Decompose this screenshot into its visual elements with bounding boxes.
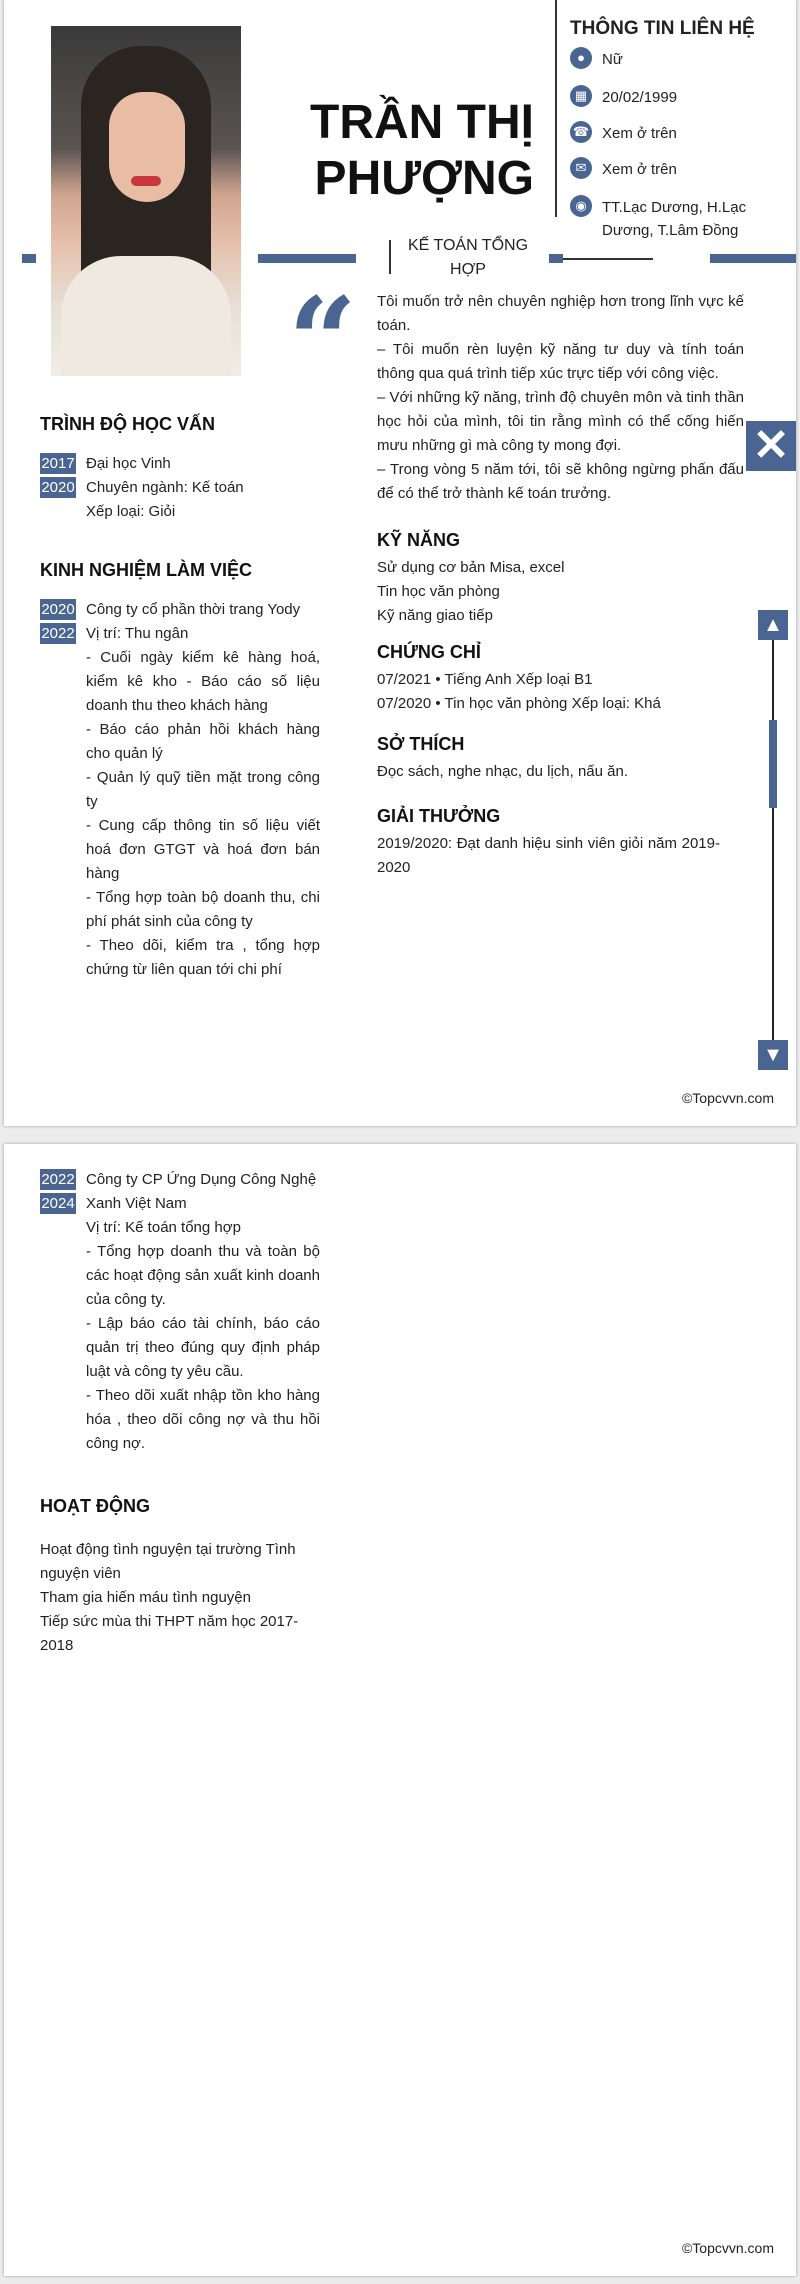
accent-bar xyxy=(258,254,356,263)
school-name: Đại học Vinh xyxy=(86,455,171,472)
position-divider xyxy=(389,240,391,274)
skill-item: Kỹ năng giao tiếp xyxy=(377,607,493,624)
end-year: 2024 xyxy=(41,1195,75,1212)
activity-item: Tiếp sức mùa thi THPT năm học 2017-2018 xyxy=(40,1613,299,1654)
scrollbar-track[interactable] xyxy=(772,640,774,1040)
user-icon: ● xyxy=(570,47,592,69)
certificates-title: CHỨNG CHỈ xyxy=(377,642,481,662)
grade: Xếp loại: Giỏi xyxy=(86,503,176,520)
cv-page-1 xyxy=(4,0,796,1126)
calendar-icon: ▦ xyxy=(570,85,592,107)
certificates-list xyxy=(377,668,737,716)
skills-title: KỸ NĂNG xyxy=(377,530,461,550)
candidate-name: TRẦN THỊ PHƯỢNG xyxy=(310,96,534,205)
close-icon[interactable]: ✕ xyxy=(746,421,796,471)
contact-phone: ☎ Xem ở trên xyxy=(570,122,762,145)
envelope-icon: ✉ xyxy=(570,157,592,179)
start-year: 2020 xyxy=(41,601,75,618)
job-position: KẾ TOÁN TỔNG HỢP xyxy=(407,237,529,278)
experience-title: KINH NGHIỆM LÀM VIỆC xyxy=(40,560,253,580)
phone-icon: ☎ xyxy=(570,121,592,143)
awards-title: GIẢI THƯỞNG xyxy=(377,806,501,826)
hobbies-title: SỞ THÍCH xyxy=(377,734,465,754)
contact-email: ✉ Xem ở trên xyxy=(570,158,762,181)
career-objective: Tôi muốn trở nên chuyên nghiệp hơn trong lĩnh vực kế toán. – Tôi muốn rèn luyện kỹ năng tư duy và tính toán thông qua quá trình tiếp xúc trực tiếp với công việc. – Với những kỹ năng, trình độ chuyên môn và tinh thần học hỏi của mình, tôi tin rằng mình có thể cống hiến mưu những gì mà công ty mong đợi. – Trong vòng 5 năm tới, tôi sẽ không ngừng phấn đấu để có thể trở thành kế toán trưởng. xyxy=(377,293,744,502)
arrow-up-icon[interactable]: ▲ xyxy=(758,610,788,640)
map-pin-icon: ◉ xyxy=(570,195,592,217)
end-year: 2022 xyxy=(41,625,75,642)
certificate-item: 07/2021 • Tiếng Anh Xếp loại B1 xyxy=(377,671,593,688)
accent-bar xyxy=(549,254,563,263)
job-description: - Tổng hợp doanh thu và toàn bộ các hoạt động sản xuất kinh doanh của công ty. - Lập báo cáo tài chính, báo cáo quản trị theo đúng quy định pháp luật và công ty yêu cầu. - Theo dõi xuất nhập tồn kho hàng hóa , theo dõi công nợ và thu hồi công nợ. xyxy=(86,1243,320,1452)
start-year: 2017 xyxy=(41,455,75,472)
company-name: Công ty CP Ứng Dụng Công Nghệ Xanh Việt Nam xyxy=(86,1171,317,1212)
footer-watermark: ©Topcvvn.com xyxy=(681,1090,774,1106)
experience-entry xyxy=(40,598,320,982)
activities-title: HOẠT ĐỘNG xyxy=(40,1496,150,1516)
contact-dob: ▦ 20/02/1999 xyxy=(570,86,762,109)
contact-title: THÔNG TIN LIÊN HỆ xyxy=(570,18,755,39)
activity-item: Tham gia hiến máu tình nguyện xyxy=(40,1589,251,1606)
job-role: Vị trí: Kế toán tổng hợp xyxy=(86,1219,241,1236)
contact-address: ◉ TT.Lạc Dương, H.Lạc Dương, T.Lâm Đồng xyxy=(570,196,762,242)
footer-watermark: ©Topcvvn.com xyxy=(681,2240,774,2256)
company-name: Công ty cổ phần thời trang Yody xyxy=(86,601,301,618)
start-year: 2022 xyxy=(41,1171,75,1188)
major: Chuyên ngành: Kế toán xyxy=(86,479,244,496)
contact-gender: ● Nữ xyxy=(570,48,762,71)
accent-bar xyxy=(710,254,796,263)
certificate-item: 07/2020 • Tin học văn phòng Xếp loại: Khá xyxy=(377,695,661,712)
profile-photo xyxy=(51,26,241,376)
activities-list xyxy=(40,1538,320,1658)
quote-icon: “ xyxy=(288,271,358,412)
divider-line xyxy=(563,258,653,260)
skill-item: Sử dụng cơ bản Misa, excel xyxy=(377,559,565,576)
cv-page-2 xyxy=(4,1144,796,2276)
job-description: - Cuối ngày kiểm kê hàng hoá, kiểm kê kho - Báo cáo số liệu doanh thu theo khách hàng - Báo cáo phản hồi khách hàng cho quản lý - Quản lý quỹ tiền mặt trong công ty - Cung cấp thông tin số liệu viết hoá đơn GTGT và hoá đơn bán hàng - Tổng hợp toàn bộ doanh thu, chi phí phát sinh của công ty - Theo dõi, kiểm tra , tổng hợp chứng từ liên quan tới chi phí xyxy=(86,649,320,978)
activity-item: Hoạt động tình nguyện tại trường Tình nguyện viên xyxy=(40,1541,296,1582)
skills-list xyxy=(377,556,737,628)
awards-text: 2019/2020: Đạt danh hiệu sinh viên giỏi năm 2019-2020 xyxy=(377,835,720,876)
experience-entry xyxy=(40,1168,320,1456)
education-entry xyxy=(40,452,320,524)
arrow-down-icon[interactable]: ▼ xyxy=(758,1040,788,1070)
end-year: 2020 xyxy=(41,479,75,496)
accent-bar xyxy=(22,254,36,263)
hobbies-text: Đọc sách, nghe nhạc, du lịch, nấu ăn. xyxy=(377,763,629,780)
header-divider xyxy=(555,0,557,217)
education-title: TRÌNH ĐỘ HỌC VẤN xyxy=(40,414,215,434)
job-role: Vị trí: Thu ngân xyxy=(86,625,189,642)
skill-item: Tin học văn phòng xyxy=(377,583,500,600)
scrollbar-thumb[interactable] xyxy=(769,720,777,808)
